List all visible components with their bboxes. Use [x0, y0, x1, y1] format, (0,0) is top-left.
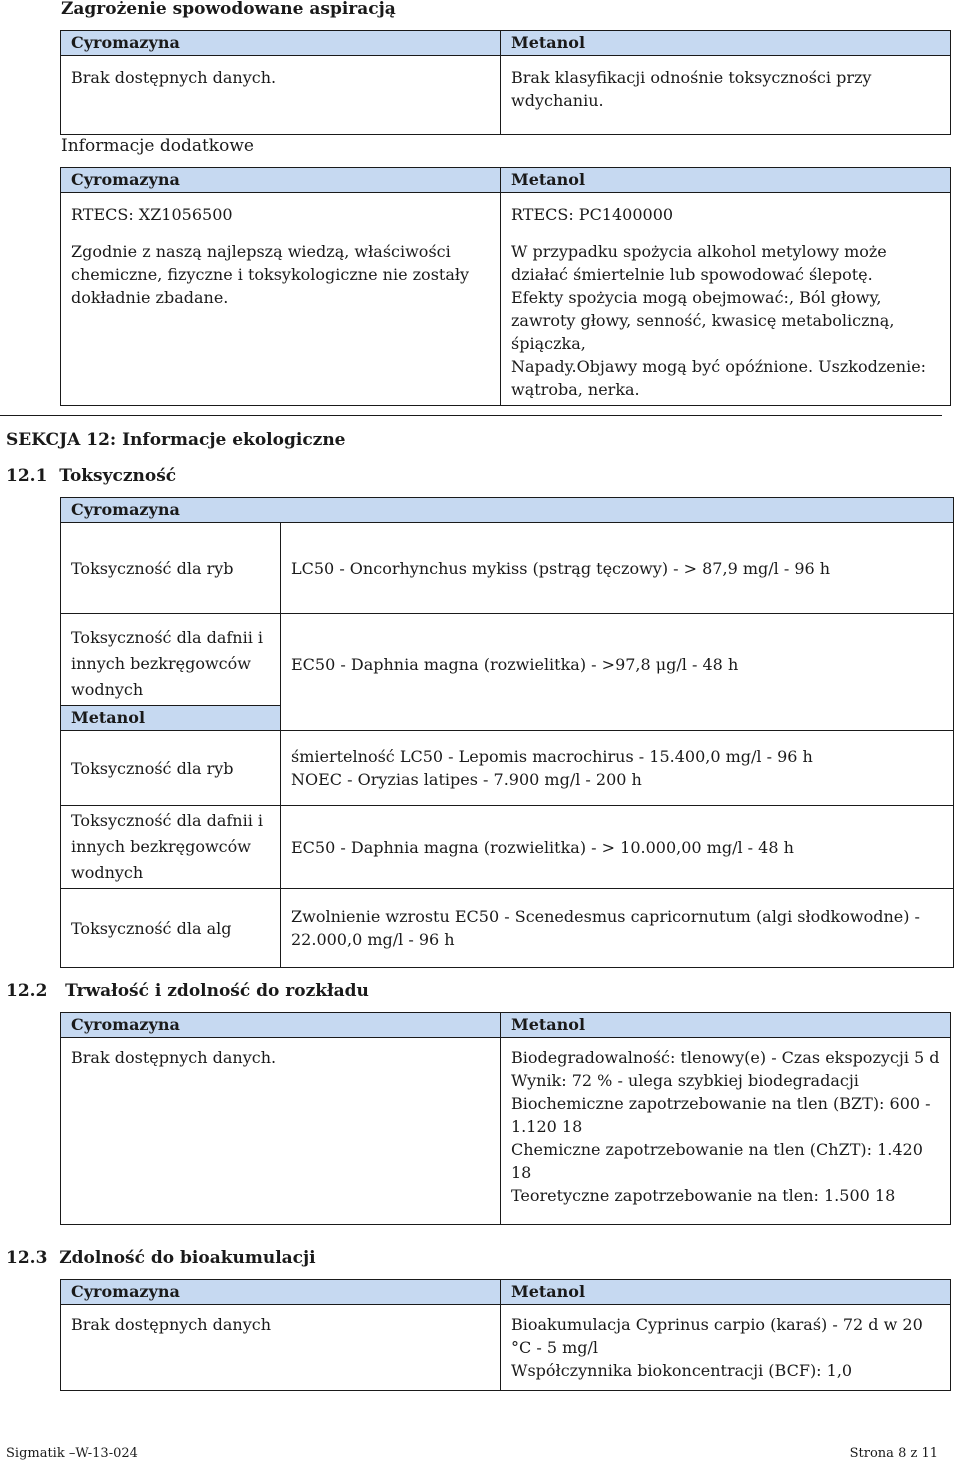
section12-2-heading: 12.2 Trwałość i zdolność do rozkładu: [6, 981, 369, 1001]
tox-met-fish-label: Toksyczność dla ryb: [61, 731, 281, 806]
bioacc-col1-name: Cyromazyna: [61, 1280, 501, 1305]
aspiration-table: [60, 30, 951, 135]
bioaccumulation-table: [60, 1279, 951, 1391]
bioacc-col2-text: Bioakumulacja Cyprinus carpio (karaś) - 72 d w 20 °C - 5 mg/l Współczynnika biokoncentracji (BCF): 1,0: [501, 1305, 951, 1391]
table-row: [61, 614, 954, 706]
footer-right: Strona 8 z 11: [849, 1446, 938, 1461]
persist-col2-name: Metanol: [501, 1013, 951, 1038]
aspiration-col1-name: Cyromazyna: [61, 31, 501, 56]
section-divider: [0, 415, 942, 416]
aspiration-heading: Zagrożenie spowodowane aspiracją: [61, 0, 396, 19]
tox-met-algae-label: Toksyczność dla alg: [61, 889, 281, 968]
additional-heading: Informacje dodatkowe: [61, 136, 254, 156]
tox-met-daphnia-label: Toksyczność dla dafnii i innych bezkręgowców wodnych: [61, 806, 281, 889]
tox-met-algae-value: Zwolnienie wzrostu EC50 - Scenedesmus capricornutum (algi słodkowodne) - 22.000,0 mg/l - 96 h: [281, 889, 954, 968]
section12-3-heading: 12.3 Zdolność do bioakumulacji: [6, 1248, 316, 1268]
section12-heading: SEKCJA 12: Informacje ekologiczne: [6, 430, 346, 450]
additional-table: [60, 167, 951, 406]
additional-col2-text: W przypadku spożycia alkohol metylowy może działać śmiertelnie lub spowodować ślepotę. Efekty spożycia mogą obejmować:, Ból głowy, zawroty głowy, senność, kwasicę metaboliczną, śpiączka, Napady.Objawy mogą być opóźnione. Uszkodzenie: wątroba, nerka.: [511, 242, 927, 399]
toxicity-table: [60, 497, 954, 968]
persist-col1-text: Brak dostępnych danych.: [61, 1038, 501, 1225]
bioacc-col2-name: Metanol: [501, 1280, 951, 1305]
tox-cyro-fish-value: LC50 - Oncorhynchus mykiss (pstrąg tęczowy) - > 87,9 mg/l - 96 h: [281, 523, 954, 614]
table-row: [61, 731, 954, 806]
bioacc-col1-text: Brak dostępnych danych: [61, 1305, 501, 1391]
tox-met-name: Metanol: [61, 706, 281, 731]
table-row: [61, 889, 954, 968]
table-row: [61, 806, 954, 889]
additional-col2-rtecs: RTECS: PC1400000: [511, 205, 674, 224]
tox-cyro-fish-label: Toksyczność dla ryb: [61, 523, 281, 614]
additional-col1-text: Zgodnie z naszą najlepszą wiedzą, właściwości chemiczne, fizyczne i toksykologiczne nie zostały dokładnie zbadane.: [71, 242, 470, 307]
section12-1-heading: 12.1 Toksyczność: [6, 466, 177, 486]
additional-col1-name: Cyromazyna: [61, 168, 501, 193]
tox-cyro-daphnia-value: EC50 - Daphnia magna (rozwielitka) - >97,8 μg/l - 48 h: [281, 614, 954, 731]
table-row: [61, 523, 954, 614]
aspiration-col2-text: Brak klasyfikacji odnośnie toksyczności przy wdychaniu.: [501, 56, 951, 135]
persist-col1-name: Cyromazyna: [61, 1013, 501, 1038]
tox-met-fish-value: śmiertelność LC50 - Lepomis macrochirus - 15.400,0 mg/l - 96 h NOEC - Oryzias latipes - 7.900 mg/l - 200 h: [281, 731, 954, 806]
aspiration-col1-text: Brak dostępnych danych.: [61, 56, 501, 135]
tox-met-daphnia-value: EC50 - Daphnia magna (rozwielitka) - > 10.000,00 mg/l - 48 h: [281, 806, 954, 889]
additional-col2-name: Metanol: [501, 168, 951, 193]
persist-col2-text: Biodegradowalność: tlenowy(e) - Czas ekspozycji 5 d Wynik: 72 % - ulega szybkiej biodegradacji Biochemiczne zapotrzebowanie na tlen (BZT): 600 - 1.120 18 Chemiczne zapotrzebowanie na tlen (ChZT): 1.420 18 Teoretyczne zapotrzebowanie na tlen: 1.500 18: [501, 1038, 951, 1225]
additional-col1-rtecs: RTECS: XZ1056500: [71, 205, 233, 224]
aspiration-col2-name: Metanol: [501, 31, 951, 56]
tox-cyro-name: Cyromazyna: [61, 498, 954, 523]
tox-cyro-daphnia-label: Toksyczność dla dafnii i innych bezkręgowców wodnych: [61, 614, 281, 706]
persistence-table: [60, 1012, 951, 1225]
footer-left: Sigmatik –W-13-024: [6, 1446, 138, 1461]
